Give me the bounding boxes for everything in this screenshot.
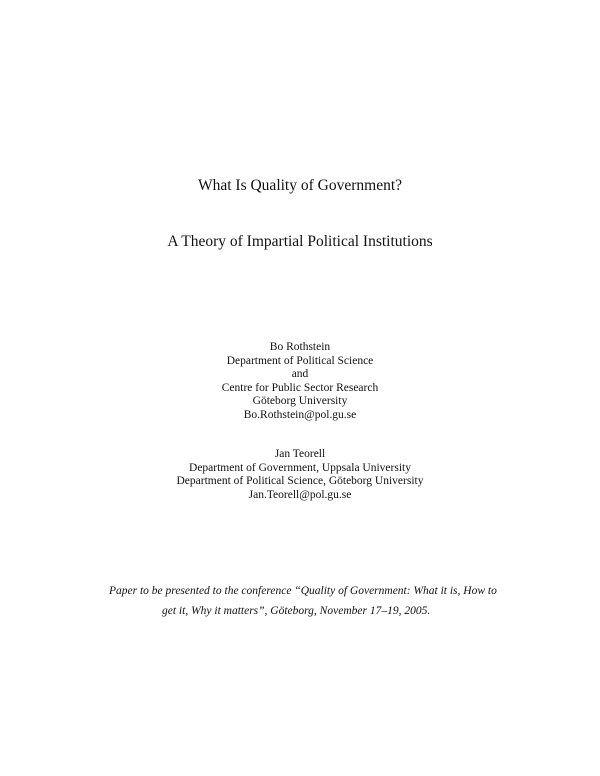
author-affiliation: Department of Government, Uppsala University (189, 461, 411, 474)
author-affiliation: Department of Political Science (226, 354, 374, 367)
conference-note-line2: get it, Why it matters”, Göteborg, November 17–19, 2005. (162, 605, 431, 617)
conference-note-line1: Paper to be presented to the conference “Quality of Government: What it is, How to (109, 585, 497, 597)
author-name: Jan Teorell (274, 448, 326, 460)
author-block-rothstein (0, 341, 600, 422)
author-name: Bo Rothstein (269, 341, 331, 353)
author-conjunction: and (291, 368, 309, 380)
author-email: Jan.Teorell@pol.gu.se (248, 488, 352, 501)
author-affiliation: Department of Political Science, Göteborg University (176, 475, 424, 487)
paper-title: What Is Quality of Government? (197, 177, 403, 194)
author-university: Göteborg University (252, 395, 348, 407)
author-block-teorell (0, 448, 600, 502)
paper-subtitle: A Theory of Impartial Political Institutions (167, 233, 433, 250)
author-email: Bo.Rothstein@pol.gu.se (243, 408, 357, 421)
author-affiliation: Centre for Public Sector Research (221, 381, 379, 394)
